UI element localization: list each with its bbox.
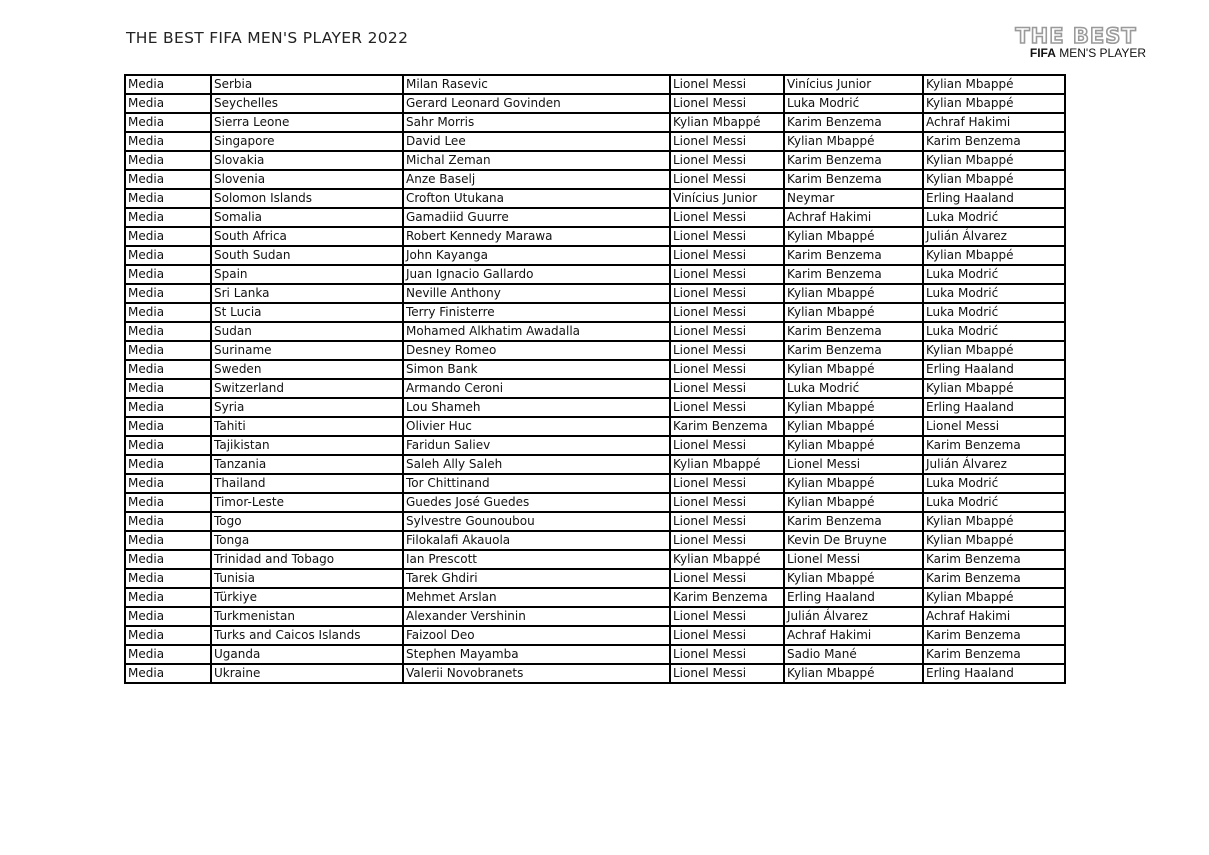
voter-cell: Gerard Leonard Govinden <box>403 94 670 113</box>
second-place-cell: Kylian Mbappé <box>784 227 923 246</box>
the-best-wordmark-icon <box>1006 25 1146 47</box>
third-place-cell: Kylian Mbappé <box>923 512 1065 531</box>
voter-cell: Alexander Vershinin <box>403 607 670 626</box>
voter-cell: Crofton Utukana <box>403 189 670 208</box>
country-cell: Serbia <box>211 75 403 94</box>
first-place-cell: Lionel Messi <box>670 531 784 550</box>
first-place-cell: Lionel Messi <box>670 341 784 360</box>
category-cell: Media <box>125 208 211 227</box>
voter-cell: Terry Finisterre <box>403 303 670 322</box>
country-cell: Tahiti <box>211 417 403 436</box>
the-best-logo <box>1006 25 1146 65</box>
third-place-cell: Luka Modrić <box>923 284 1065 303</box>
voter-cell: Armando Ceroni <box>403 379 670 398</box>
table-row <box>125 474 1065 493</box>
country-cell: Turkmenistan <box>211 607 403 626</box>
table-row <box>125 436 1065 455</box>
second-place-cell: Luka Modrić <box>784 94 923 113</box>
voter-cell: Gamadiid Guurre <box>403 208 670 227</box>
first-place-cell: Lionel Messi <box>670 607 784 626</box>
voter-cell: Lou Shameh <box>403 398 670 417</box>
country-cell: Sierra Leone <box>211 113 403 132</box>
category-cell: Media <box>125 398 211 417</box>
second-place-cell: Kylian Mbappé <box>784 303 923 322</box>
country-cell: Slovenia <box>211 170 403 189</box>
category-cell: Media <box>125 284 211 303</box>
table-row <box>125 588 1065 607</box>
third-place-cell: Karim Benzema <box>923 569 1065 588</box>
first-place-cell: Karim Benzema <box>670 588 784 607</box>
second-place-cell: Kylian Mbappé <box>784 436 923 455</box>
category-cell: Media <box>125 94 211 113</box>
category-cell: Media <box>125 474 211 493</box>
category-cell: Media <box>125 322 211 341</box>
category-cell: Media <box>125 189 211 208</box>
second-place-cell: Karim Benzema <box>784 113 923 132</box>
country-cell: Turks and Caicos Islands <box>211 626 403 645</box>
country-cell: Sweden <box>211 360 403 379</box>
table-row <box>125 113 1065 132</box>
voter-cell: John Kayanga <box>403 246 670 265</box>
first-place-cell: Lionel Messi <box>670 94 784 113</box>
country-cell: Sudan <box>211 322 403 341</box>
third-place-cell: Luka Modrić <box>923 322 1065 341</box>
second-place-cell: Achraf Hakimi <box>784 626 923 645</box>
second-place-cell: Vinícius Junior <box>784 75 923 94</box>
second-place-cell: Luka Modrić <box>784 379 923 398</box>
first-place-cell: Lionel Messi <box>670 664 784 683</box>
country-cell: Tonga <box>211 531 403 550</box>
second-place-cell: Kylian Mbappé <box>784 132 923 151</box>
second-place-cell: Kylian Mbappé <box>784 360 923 379</box>
first-place-cell: Lionel Messi <box>670 208 784 227</box>
third-place-cell: Kylian Mbappé <box>923 151 1065 170</box>
category-cell: Media <box>125 493 211 512</box>
voter-cell: Neville Anthony <box>403 284 670 303</box>
voter-cell: Tor Chittinand <box>403 474 670 493</box>
first-place-cell: Kylian Mbappé <box>670 113 784 132</box>
third-place-cell: Achraf Hakimi <box>923 113 1065 132</box>
first-place-cell: Kylian Mbappé <box>670 550 784 569</box>
country-cell: Ukraine <box>211 664 403 683</box>
first-place-cell: Lionel Messi <box>670 322 784 341</box>
voter-cell: Michal Zeman <box>403 151 670 170</box>
voter-cell: Juan Ignacio Gallardo <box>403 265 670 284</box>
third-place-cell: Kylian Mbappé <box>923 246 1065 265</box>
country-cell: Spain <box>211 265 403 284</box>
first-place-cell: Lionel Messi <box>670 645 784 664</box>
logo-mens-player-text: MEN'S PLAYER <box>1059 46 1146 60</box>
table-row <box>125 493 1065 512</box>
category-cell: Media <box>125 170 211 189</box>
category-cell: Media <box>125 550 211 569</box>
first-place-cell: Lionel Messi <box>670 493 784 512</box>
third-place-cell: Luka Modrić <box>923 265 1065 284</box>
table-row <box>125 208 1065 227</box>
first-place-cell: Lionel Messi <box>670 360 784 379</box>
third-place-cell: Erling Haaland <box>923 664 1065 683</box>
second-place-cell: Kylian Mbappé <box>784 569 923 588</box>
category-cell: Media <box>125 246 211 265</box>
category-cell: Media <box>125 341 211 360</box>
voter-cell: Faridun Saliev <box>403 436 670 455</box>
first-place-cell: Lionel Messi <box>670 284 784 303</box>
table-row <box>125 341 1065 360</box>
second-place-cell: Kylian Mbappé <box>784 474 923 493</box>
country-cell: Tajikistan <box>211 436 403 455</box>
table-row <box>125 569 1065 588</box>
second-place-cell: Achraf Hakimi <box>784 208 923 227</box>
second-place-cell: Erling Haaland <box>784 588 923 607</box>
third-place-cell: Karim Benzema <box>923 436 1065 455</box>
second-place-cell: Karim Benzema <box>784 246 923 265</box>
country-cell: St Lucia <box>211 303 403 322</box>
voter-cell: Olivier Huc <box>403 417 670 436</box>
country-cell: Tunisia <box>211 569 403 588</box>
third-place-cell: Karim Benzema <box>923 645 1065 664</box>
country-cell: Singapore <box>211 132 403 151</box>
second-place-cell: Lionel Messi <box>784 455 923 474</box>
first-place-cell: Lionel Messi <box>670 512 784 531</box>
table-row <box>125 189 1065 208</box>
first-place-cell: Lionel Messi <box>670 303 784 322</box>
category-cell: Media <box>125 569 211 588</box>
third-place-cell: Luka Modrić <box>923 208 1065 227</box>
category-cell: Media <box>125 512 211 531</box>
table-row <box>125 227 1065 246</box>
logo-fifa-text: FIFA <box>1029 46 1056 60</box>
second-place-cell: Karim Benzema <box>784 341 923 360</box>
category-cell: Media <box>125 227 211 246</box>
category-cell: Media <box>125 360 211 379</box>
table-row <box>125 284 1065 303</box>
country-cell: Somalia <box>211 208 403 227</box>
first-place-cell: Lionel Messi <box>670 436 784 455</box>
voter-cell: Anze Baselj <box>403 170 670 189</box>
category-cell: Media <box>125 436 211 455</box>
country-cell: Switzerland <box>211 379 403 398</box>
country-cell: Türkiye <box>211 588 403 607</box>
first-place-cell: Lionel Messi <box>670 265 784 284</box>
voter-cell: Sylvestre Gounoubou <box>403 512 670 531</box>
country-cell: South Africa <box>211 227 403 246</box>
first-place-cell: Lionel Messi <box>670 626 784 645</box>
second-place-cell: Karim Benzema <box>784 322 923 341</box>
third-place-cell: Kylian Mbappé <box>923 341 1065 360</box>
category-cell: Media <box>125 151 211 170</box>
third-place-cell: Luka Modrić <box>923 493 1065 512</box>
category-cell: Media <box>125 645 211 664</box>
table-row <box>125 455 1065 474</box>
table-row <box>125 531 1065 550</box>
second-place-cell: Karim Benzema <box>784 265 923 284</box>
table-row <box>125 322 1065 341</box>
table-row <box>125 265 1065 284</box>
table-row <box>125 94 1065 113</box>
country-cell: Sri Lanka <box>211 284 403 303</box>
voter-cell: Filokalafi Akauola <box>403 531 670 550</box>
second-place-cell: Karim Benzema <box>784 170 923 189</box>
third-place-cell: Erling Haaland <box>923 398 1065 417</box>
table-row <box>125 607 1065 626</box>
second-place-cell: Kylian Mbappé <box>784 398 923 417</box>
third-place-cell: Luka Modrić <box>923 303 1065 322</box>
table-row <box>125 550 1065 569</box>
second-place-cell: Kylian Mbappé <box>784 664 923 683</box>
voter-cell: Stephen Mayamba <box>403 645 670 664</box>
category-cell: Media <box>125 455 211 474</box>
voter-cell: Mohamed Alkhatim Awadalla <box>403 322 670 341</box>
first-place-cell: Lionel Messi <box>670 132 784 151</box>
third-place-cell: Karim Benzema <box>923 626 1065 645</box>
voter-cell: Sahr Morris <box>403 113 670 132</box>
first-place-cell: Vinícius Junior <box>670 189 784 208</box>
third-place-cell: Julián Álvarez <box>923 227 1065 246</box>
voter-cell: Mehmet Arslan <box>403 588 670 607</box>
category-cell: Media <box>125 417 211 436</box>
category-cell: Media <box>125 75 211 94</box>
table-row <box>125 170 1065 189</box>
third-place-cell: Erling Haaland <box>923 189 1065 208</box>
third-place-cell: Kylian Mbappé <box>923 75 1065 94</box>
category-cell: Media <box>125 379 211 398</box>
table-row <box>125 75 1065 94</box>
voter-cell: Milan Rasevic <box>403 75 670 94</box>
third-place-cell: Karim Benzema <box>923 550 1065 569</box>
table-row <box>125 132 1065 151</box>
first-place-cell: Lionel Messi <box>670 379 784 398</box>
table-row <box>125 645 1065 664</box>
table-row <box>125 626 1065 645</box>
third-place-cell: Julián Álvarez <box>923 455 1065 474</box>
category-cell: Media <box>125 588 211 607</box>
first-place-cell: Lionel Messi <box>670 246 784 265</box>
category-cell: Media <box>125 132 211 151</box>
third-place-cell: Luka Modrić <box>923 474 1065 493</box>
voter-cell: Faizool Deo <box>403 626 670 645</box>
third-place-cell: Erling Haaland <box>923 360 1065 379</box>
category-cell: Media <box>125 113 211 132</box>
first-place-cell: Lionel Messi <box>670 569 784 588</box>
category-cell: Media <box>125 265 211 284</box>
voter-cell: Robert Kennedy Marawa <box>403 227 670 246</box>
voter-cell: Tarek Ghdiri <box>403 569 670 588</box>
second-place-cell: Julián Álvarez <box>784 607 923 626</box>
second-place-cell: Kylian Mbappé <box>784 417 923 436</box>
votes-table-body <box>125 75 1065 683</box>
table-row <box>125 379 1065 398</box>
category-cell: Media <box>125 531 211 550</box>
voter-cell: Desney Romeo <box>403 341 670 360</box>
category-cell: Media <box>125 607 211 626</box>
second-place-cell: Sadio Mané <box>784 645 923 664</box>
first-place-cell: Lionel Messi <box>670 151 784 170</box>
table-row <box>125 246 1065 265</box>
country-cell: Suriname <box>211 341 403 360</box>
first-place-cell: Lionel Messi <box>670 170 784 189</box>
category-cell: Media <box>125 664 211 683</box>
second-place-cell: Lionel Messi <box>784 550 923 569</box>
third-place-cell: Kylian Mbappé <box>923 94 1065 113</box>
table-row <box>125 398 1065 417</box>
first-place-cell: Lionel Messi <box>670 75 784 94</box>
second-place-cell: Kylian Mbappé <box>784 284 923 303</box>
first-place-cell: Kylian Mbappé <box>670 455 784 474</box>
document-title: THE BEST FIFA MEN'S PLAYER 2022 <box>126 29 409 47</box>
table-row <box>125 360 1065 379</box>
table-row <box>125 417 1065 436</box>
second-place-cell: Kylian Mbappé <box>784 493 923 512</box>
first-place-cell: Lionel Messi <box>670 227 784 246</box>
country-cell: Togo <box>211 512 403 531</box>
first-place-cell: Lionel Messi <box>670 474 784 493</box>
country-cell: Syria <box>211 398 403 417</box>
first-place-cell: Karim Benzema <box>670 417 784 436</box>
country-cell: Slovakia <box>211 151 403 170</box>
second-place-cell: Kevin De Bruyne <box>784 531 923 550</box>
country-cell: Timor-Leste <box>211 493 403 512</box>
third-place-cell: Achraf Hakimi <box>923 607 1065 626</box>
first-place-cell: Lionel Messi <box>670 398 784 417</box>
voter-cell: Simon Bank <box>403 360 670 379</box>
country-cell: South Sudan <box>211 246 403 265</box>
country-cell: Tanzania <box>211 455 403 474</box>
country-cell: Thailand <box>211 474 403 493</box>
third-place-cell: Lionel Messi <box>923 417 1065 436</box>
second-place-cell: Neymar <box>784 189 923 208</box>
country-cell: Uganda <box>211 645 403 664</box>
logo-subtitle <box>1006 46 1146 60</box>
second-place-cell: Karim Benzema <box>784 512 923 531</box>
table-row <box>125 512 1065 531</box>
voter-cell: Guedes José Guedes <box>403 493 670 512</box>
country-cell: Trinidad and Tobago <box>211 550 403 569</box>
table-row <box>125 664 1065 683</box>
third-place-cell: Karim Benzema <box>923 132 1065 151</box>
country-cell: Solomon Islands <box>211 189 403 208</box>
votes-table <box>124 74 1066 684</box>
voter-cell: Ian Prescott <box>403 550 670 569</box>
category-cell: Media <box>125 303 211 322</box>
table-row <box>125 303 1065 322</box>
voter-cell: Valerii Novobranets <box>403 664 670 683</box>
third-place-cell: Kylian Mbappé <box>923 170 1065 189</box>
third-place-cell: Kylian Mbappé <box>923 379 1065 398</box>
second-place-cell: Karim Benzema <box>784 151 923 170</box>
voter-cell: David Lee <box>403 132 670 151</box>
voter-cell: Saleh Ally Saleh <box>403 455 670 474</box>
third-place-cell: Kylian Mbappé <box>923 531 1065 550</box>
third-place-cell: Kylian Mbappé <box>923 588 1065 607</box>
category-cell: Media <box>125 626 211 645</box>
logo-wordmark-text: THE BEST <box>1015 25 1137 47</box>
table-row <box>125 151 1065 170</box>
country-cell: Seychelles <box>211 94 403 113</box>
